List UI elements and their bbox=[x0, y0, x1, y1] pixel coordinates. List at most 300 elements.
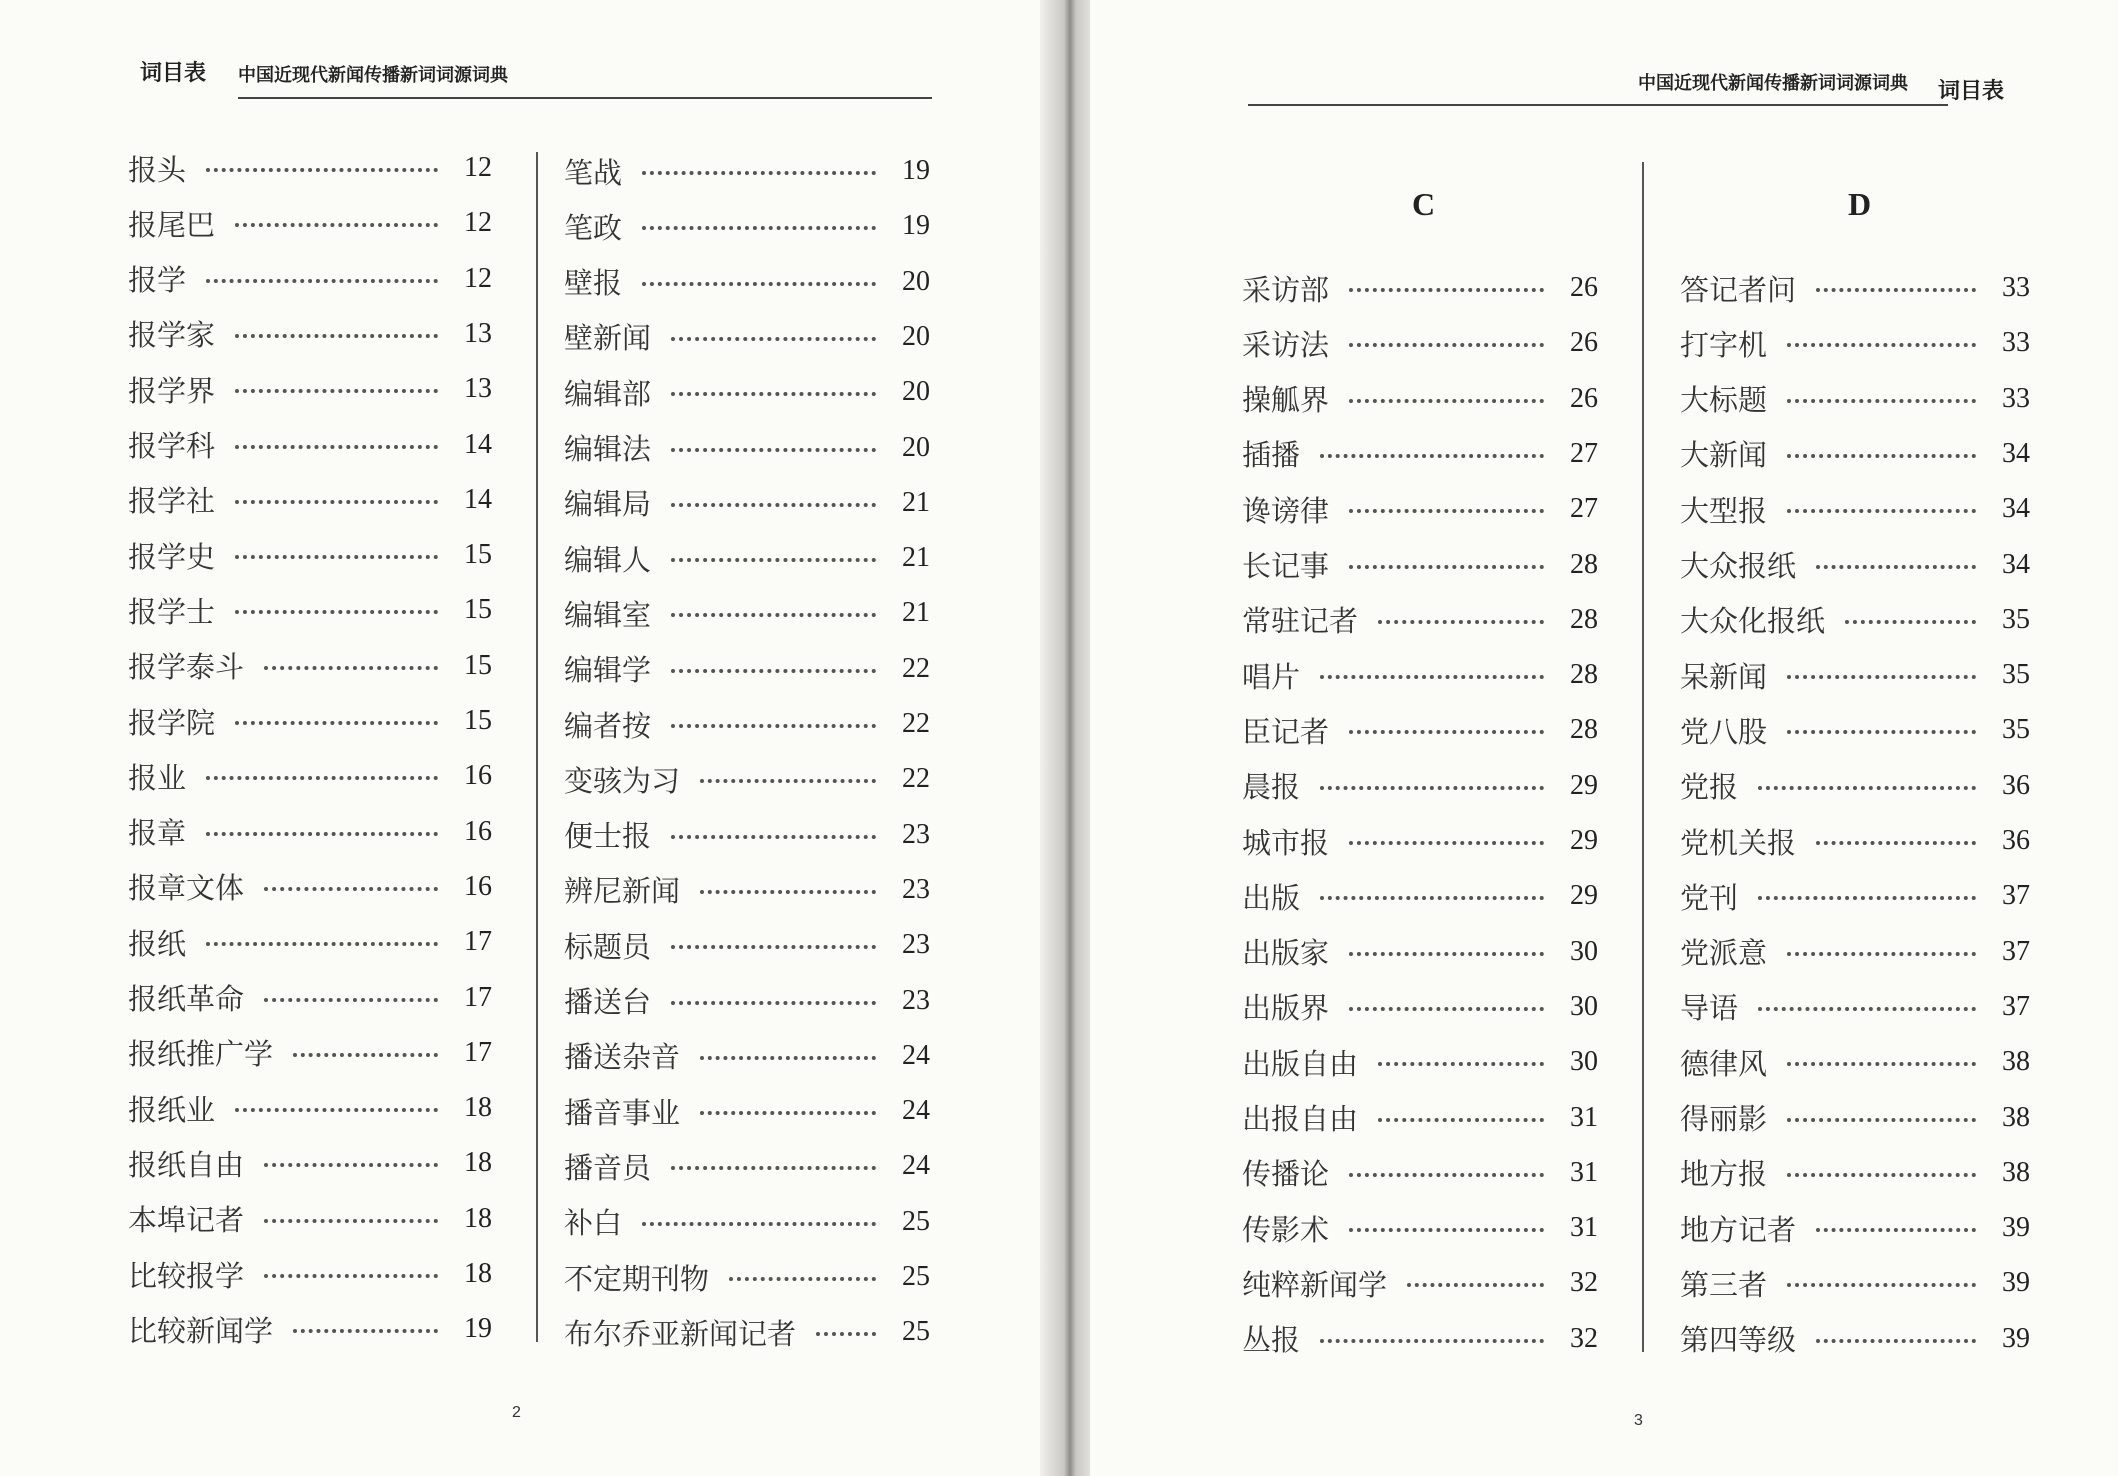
dot-leader bbox=[1320, 675, 1544, 679]
book-title: 中国近现代新闻传播新词词源词典 bbox=[1638, 73, 1908, 94]
entry-term: 报学史 bbox=[128, 539, 216, 574]
list-item bbox=[1242, 655, 1598, 695]
dot-leader bbox=[700, 1056, 876, 1060]
dot-leader bbox=[1349, 841, 1544, 845]
dot-leader bbox=[293, 1053, 438, 1057]
list-item bbox=[128, 590, 492, 630]
entry-term: 党派意 bbox=[1680, 936, 1768, 971]
dot-leader bbox=[671, 613, 876, 617]
entry-term: 出版家 bbox=[1242, 936, 1330, 971]
entry-page-number: 26 bbox=[1570, 382, 1598, 414]
entry-term: 壁新闻 bbox=[564, 321, 652, 356]
dot-leader bbox=[1787, 399, 1976, 403]
entry-page-number: 33 bbox=[2002, 382, 2030, 414]
entry-page-number: 30 bbox=[1570, 935, 1598, 967]
dot-leader bbox=[671, 503, 876, 507]
entry-page-number: 37 bbox=[2002, 880, 2030, 912]
entry-page-number: 24 bbox=[902, 1039, 930, 1071]
dot-leader bbox=[729, 1277, 876, 1281]
entry-page-number: 37 bbox=[2002, 990, 2030, 1022]
dot-leader bbox=[206, 776, 438, 780]
dot-leader bbox=[642, 226, 876, 230]
list-item bbox=[1242, 1263, 1598, 1303]
list-item bbox=[1242, 710, 1598, 750]
list-item bbox=[1242, 821, 1598, 861]
entry-page-number: 38 bbox=[2002, 1101, 2030, 1133]
entry-page-number: 15 bbox=[464, 705, 492, 736]
entry-page-number: 25 bbox=[902, 1261, 930, 1292]
entry-page-number: 16 bbox=[464, 760, 492, 792]
entry-page-number: 17 bbox=[464, 1036, 492, 1068]
entry-page-number: 14 bbox=[464, 428, 492, 460]
entry-page-number: 13 bbox=[464, 317, 492, 349]
section-label: 词目表 bbox=[1938, 78, 2005, 104]
entry-term: 壁报 bbox=[564, 266, 623, 301]
dot-leader bbox=[264, 1163, 438, 1167]
entry-page-number: 34 bbox=[2002, 437, 2030, 469]
entry-term: 呆新闻 bbox=[1680, 659, 1768, 694]
list-item bbox=[1242, 932, 1598, 972]
list-item bbox=[128, 867, 492, 907]
list-item bbox=[1242, 876, 1598, 916]
list-item bbox=[1680, 545, 2030, 585]
entry-term: 谗谤律 bbox=[1242, 493, 1330, 528]
entry-term: 报头 bbox=[128, 152, 187, 187]
entry-page-number: 15 bbox=[464, 649, 492, 681]
entry-page-number: 35 bbox=[2002, 714, 2030, 746]
entry-term: 播送杂音 bbox=[564, 1040, 681, 1075]
entry-page-number: 34 bbox=[2002, 493, 2030, 525]
dot-leader bbox=[1816, 1228, 1976, 1232]
dot-leader bbox=[264, 1274, 438, 1278]
entry-term: 党机关报 bbox=[1680, 825, 1797, 860]
list-item bbox=[1242, 489, 1598, 529]
list-item bbox=[128, 1309, 492, 1349]
entry-term: 常驻记者 bbox=[1242, 604, 1359, 639]
entry-page-number: 39 bbox=[2002, 1322, 2030, 1354]
entry-page-number: 12 bbox=[464, 152, 492, 183]
dot-leader bbox=[1349, 565, 1544, 569]
book-title: 中国近现代新闻传播新词词源词典 bbox=[238, 65, 509, 86]
entry-page-number: 20 bbox=[902, 265, 930, 297]
entry-term: 播送台 bbox=[564, 985, 652, 1019]
header-rule bbox=[238, 97, 932, 99]
entry-page-number: 34 bbox=[2002, 548, 2030, 580]
dot-leader bbox=[235, 223, 438, 227]
entry-term: 补白 bbox=[564, 1206, 623, 1241]
list-item bbox=[564, 317, 930, 357]
dot-leader bbox=[1845, 620, 1976, 624]
entry-page-number: 38 bbox=[2002, 1156, 2030, 1188]
entry-term: 报纸业 bbox=[128, 1092, 216, 1127]
entry-page-number: 35 bbox=[2002, 659, 2030, 691]
entry-term: 大新闻 bbox=[1680, 438, 1768, 473]
list-item bbox=[1680, 876, 2030, 916]
list-item bbox=[128, 922, 492, 962]
dot-leader bbox=[1349, 399, 1544, 403]
entry-page-number: 13 bbox=[464, 373, 492, 405]
list-item bbox=[1680, 766, 2030, 806]
entry-page-number: 28 bbox=[1570, 714, 1598, 746]
list-item bbox=[128, 535, 492, 575]
list-item bbox=[1242, 1319, 1598, 1359]
dot-leader bbox=[671, 392, 876, 396]
list-item bbox=[1680, 821, 2030, 861]
dot-leader bbox=[671, 1166, 876, 1170]
entry-term: 城市报 bbox=[1242, 825, 1330, 860]
dot-leader bbox=[642, 171, 876, 175]
entry-page-number: 31 bbox=[1570, 1101, 1598, 1133]
list-item bbox=[1680, 710, 2030, 750]
header-rule bbox=[1248, 104, 1948, 106]
section-label: 词目表 bbox=[140, 60, 207, 86]
dot-leader bbox=[671, 835, 876, 839]
entry-term: 报学 bbox=[128, 263, 187, 298]
dot-leader bbox=[1787, 730, 1976, 734]
entry-page-number: 19 bbox=[902, 155, 930, 186]
entry-page-number: 26 bbox=[1570, 327, 1598, 359]
list-item bbox=[564, 981, 930, 1021]
entry-term: 编辑学 bbox=[564, 653, 652, 688]
dot-leader bbox=[235, 389, 438, 393]
list-item bbox=[128, 701, 492, 741]
entry-page-number: 14 bbox=[464, 483, 492, 515]
entry-page-number: 25 bbox=[902, 1205, 930, 1237]
entry-page-number: 29 bbox=[1570, 769, 1598, 801]
entry-term: 出版自由 bbox=[1242, 1046, 1359, 1081]
list-item bbox=[564, 372, 930, 412]
list-item bbox=[128, 425, 492, 465]
dot-leader bbox=[264, 998, 438, 1002]
list-item bbox=[564, 1146, 930, 1186]
list-item bbox=[564, 1312, 930, 1352]
entry-page-number: 31 bbox=[1570, 1156, 1598, 1188]
list-item bbox=[564, 1091, 930, 1131]
list-item bbox=[128, 978, 492, 1018]
dot-leader bbox=[671, 1001, 876, 1005]
entry-term: 播音员 bbox=[564, 1150, 652, 1185]
entry-page-number: 24 bbox=[902, 1150, 930, 1182]
entry-term: 插播 bbox=[1242, 438, 1301, 473]
list-item bbox=[564, 483, 930, 523]
entry-term: 报章文体 bbox=[128, 871, 245, 906]
list-item bbox=[128, 148, 492, 188]
entry-term: 编辑局 bbox=[564, 487, 652, 522]
entry-term: 变骇为习 bbox=[564, 763, 681, 798]
dot-leader bbox=[700, 779, 876, 783]
entry-term: 大型报 bbox=[1680, 493, 1768, 528]
dot-leader bbox=[264, 1219, 438, 1223]
entry-term: 丛报 bbox=[1242, 1323, 1301, 1358]
entry-term: 报纸自由 bbox=[128, 1147, 245, 1182]
entry-term: 便士报 bbox=[564, 819, 652, 854]
entry-page-number: 16 bbox=[464, 870, 492, 902]
entry-page-number: 21 bbox=[902, 486, 930, 518]
column-divider bbox=[1642, 162, 1644, 1352]
list-item bbox=[564, 262, 930, 302]
entry-term: 答记者问 bbox=[1680, 272, 1797, 307]
list-item bbox=[128, 314, 492, 354]
dot-leader bbox=[1787, 1118, 1976, 1122]
entry-page-number: 17 bbox=[464, 926, 492, 958]
entry-term: 不定期刊物 bbox=[564, 1261, 710, 1296]
entry-page-number: 29 bbox=[1570, 825, 1598, 856]
list-item bbox=[564, 925, 930, 965]
entry-term: 报学科 bbox=[128, 429, 216, 463]
dot-leader bbox=[1787, 509, 1976, 513]
running-head-right bbox=[1638, 64, 2005, 104]
dot-leader bbox=[1378, 1062, 1544, 1066]
list-item bbox=[1242, 379, 1598, 419]
entry-page-number: 18 bbox=[464, 1258, 492, 1289]
dot-leader bbox=[235, 555, 438, 559]
list-item bbox=[1242, 1042, 1598, 1082]
dot-leader bbox=[1787, 1062, 1976, 1066]
list-item bbox=[1680, 268, 2030, 308]
list-item bbox=[1242, 268, 1598, 308]
list-item bbox=[1680, 987, 2030, 1027]
entry-term: 编辑室 bbox=[564, 597, 652, 632]
entry-term: 标题员 bbox=[564, 929, 652, 964]
entry-page-number: 12 bbox=[464, 262, 492, 294]
dot-leader bbox=[1349, 288, 1544, 292]
list-item bbox=[564, 151, 930, 191]
entry-term: 党八股 bbox=[1680, 714, 1768, 749]
dot-leader bbox=[1758, 1007, 1976, 1011]
entry-page-number: 23 bbox=[902, 984, 930, 1016]
dot-leader bbox=[1378, 1118, 1544, 1122]
dot-leader bbox=[1349, 343, 1544, 347]
dot-leader bbox=[1407, 1283, 1544, 1287]
entry-page-number: 33 bbox=[2002, 327, 2030, 359]
page-number: 2 bbox=[512, 1404, 521, 1421]
dot-leader bbox=[1787, 1173, 1976, 1177]
dot-leader bbox=[1787, 952, 1976, 956]
list-item bbox=[1680, 1208, 2030, 1248]
entry-term: 笔政 bbox=[564, 210, 623, 245]
dot-leader bbox=[1320, 1339, 1544, 1343]
letter-heading-c: C bbox=[1412, 186, 1436, 222]
entry-page-number: 23 bbox=[902, 873, 930, 905]
entry-term: 出版 bbox=[1242, 880, 1301, 915]
dot-leader bbox=[1787, 675, 1976, 679]
entry-term: 布尔乔亚新闻记者 bbox=[564, 1316, 797, 1351]
dot-leader bbox=[700, 1111, 876, 1115]
entry-term: 辨尼新闻 bbox=[564, 874, 681, 909]
dot-leader bbox=[1349, 1173, 1544, 1177]
dot-leader bbox=[235, 445, 438, 449]
list-item bbox=[128, 1088, 492, 1128]
entry-term: 出报自由 bbox=[1242, 1102, 1359, 1136]
list-item bbox=[128, 259, 492, 299]
list-item bbox=[1680, 1153, 2030, 1193]
list-item bbox=[128, 812, 492, 852]
entry-term: 报纸推广学 bbox=[128, 1037, 274, 1072]
dot-leader bbox=[1816, 565, 1976, 569]
page-number: 3 bbox=[1634, 1412, 1643, 1429]
entry-page-number: 26 bbox=[1570, 272, 1598, 303]
dot-leader bbox=[206, 168, 438, 172]
dot-leader bbox=[1349, 509, 1544, 513]
list-item bbox=[564, 593, 930, 633]
entry-page-number: 15 bbox=[464, 594, 492, 626]
list-item bbox=[1680, 1263, 2030, 1303]
list-item bbox=[564, 428, 930, 468]
entry-term: 德律风 bbox=[1680, 1046, 1768, 1081]
entry-term: 报业 bbox=[128, 760, 187, 795]
dot-leader bbox=[206, 832, 438, 836]
list-item bbox=[564, 1257, 930, 1297]
entry-page-number: 22 bbox=[902, 708, 930, 739]
entry-term: 出版界 bbox=[1242, 991, 1330, 1026]
entry-page-number: 16 bbox=[464, 815, 492, 847]
entry-term: 第四等级 bbox=[1680, 1323, 1797, 1358]
list-item bbox=[128, 646, 492, 686]
list-item bbox=[1680, 1042, 2030, 1082]
dot-leader bbox=[671, 558, 876, 562]
list-item bbox=[1680, 434, 2030, 474]
list-item bbox=[1242, 600, 1598, 640]
entry-term: 传播论 bbox=[1242, 1157, 1330, 1192]
entry-page-number: 17 bbox=[464, 981, 492, 1013]
entry-term: 党报 bbox=[1680, 770, 1739, 805]
list-item bbox=[1242, 987, 1598, 1027]
dot-leader bbox=[1320, 896, 1544, 900]
entry-term: 第三者 bbox=[1680, 1267, 1768, 1302]
entry-page-number: 35 bbox=[2002, 603, 2030, 635]
list-item bbox=[564, 870, 930, 910]
entry-page-number: 30 bbox=[1570, 1046, 1598, 1078]
entry-page-number: 20 bbox=[902, 431, 930, 463]
entry-term: 地方报 bbox=[1680, 1157, 1768, 1192]
list-item bbox=[1242, 1208, 1598, 1248]
entry-page-number: 19 bbox=[464, 1313, 492, 1345]
entry-term: 报纸 bbox=[128, 926, 187, 961]
list-item bbox=[1680, 323, 2030, 363]
entry-page-number: 33 bbox=[2002, 272, 2030, 303]
dot-leader bbox=[1320, 786, 1544, 790]
entry-page-number: 28 bbox=[1570, 603, 1598, 635]
dot-leader bbox=[1349, 730, 1544, 734]
entry-page-number: 36 bbox=[2002, 825, 2030, 856]
dot-leader bbox=[1378, 620, 1544, 624]
entry-term: 操觚界 bbox=[1242, 383, 1330, 418]
dot-leader bbox=[1320, 454, 1544, 458]
entry-page-number: 32 bbox=[1570, 1322, 1598, 1354]
dot-leader bbox=[206, 279, 438, 283]
list-item bbox=[564, 206, 930, 246]
entry-page-number: 32 bbox=[1570, 1267, 1598, 1299]
list-item bbox=[564, 759, 930, 799]
left-page bbox=[0, 0, 1050, 1476]
entry-term: 唱片 bbox=[1242, 659, 1301, 694]
entry-term: 采访部 bbox=[1242, 272, 1330, 307]
dot-leader bbox=[235, 1108, 438, 1112]
entry-page-number: 28 bbox=[1570, 548, 1598, 580]
entry-term: 纯粹新闻学 bbox=[1242, 1267, 1388, 1302]
dot-leader bbox=[1758, 786, 1976, 790]
entry-term: 本埠记者 bbox=[128, 1203, 245, 1238]
dot-leader bbox=[235, 500, 438, 504]
list-item bbox=[564, 649, 930, 689]
dot-leader bbox=[671, 945, 876, 949]
dot-leader bbox=[1787, 343, 1976, 347]
list-item bbox=[564, 815, 930, 855]
entry-page-number: 29 bbox=[1570, 880, 1598, 912]
list-item bbox=[128, 1033, 492, 1073]
dot-leader bbox=[671, 669, 876, 673]
dot-leader bbox=[671, 724, 876, 728]
list-item bbox=[128, 203, 492, 243]
entry-term: 编者按 bbox=[564, 708, 652, 743]
list-item bbox=[564, 1036, 930, 1076]
entry-page-number: 25 bbox=[902, 1316, 930, 1348]
entry-page-number: 27 bbox=[1570, 437, 1598, 469]
entry-term: 编辑部 bbox=[564, 376, 652, 411]
list-item bbox=[1680, 1098, 2030, 1138]
entry-term: 比较报学 bbox=[128, 1258, 245, 1293]
entry-page-number: 31 bbox=[1570, 1212, 1598, 1244]
entry-page-number: 12 bbox=[464, 207, 492, 239]
dot-leader bbox=[235, 721, 438, 725]
entry-term: 播音事业 bbox=[564, 1095, 681, 1130]
list-item bbox=[128, 1254, 492, 1294]
dot-leader bbox=[1816, 288, 1976, 292]
entry-page-number: 18 bbox=[464, 1092, 492, 1124]
entry-page-number: 23 bbox=[902, 929, 930, 961]
dot-leader bbox=[1816, 1339, 1976, 1343]
list-item bbox=[128, 1199, 492, 1239]
entry-page-number: 15 bbox=[464, 539, 492, 571]
list-item bbox=[128, 480, 492, 520]
dot-leader bbox=[1787, 454, 1976, 458]
dot-leader bbox=[235, 334, 438, 338]
entry-term: 报章 bbox=[128, 816, 187, 851]
list-item bbox=[1680, 932, 2030, 972]
entry-page-number: 39 bbox=[2002, 1212, 2030, 1244]
entry-page-number: 23 bbox=[902, 818, 930, 850]
entry-term: 报学界 bbox=[128, 373, 216, 408]
entry-term: 报尾巴 bbox=[128, 207, 216, 242]
entry-term: 比较新闻学 bbox=[128, 1313, 274, 1348]
dot-leader bbox=[642, 1222, 876, 1226]
list-item bbox=[128, 1143, 492, 1183]
list-item bbox=[1680, 600, 2030, 640]
list-item bbox=[128, 369, 492, 409]
entry-page-number: 20 bbox=[902, 376, 930, 408]
entry-term: 臣记者 bbox=[1242, 714, 1330, 749]
dot-leader bbox=[642, 282, 876, 286]
letter-heading-d: D bbox=[1848, 186, 1872, 222]
entry-page-number: 27 bbox=[1570, 493, 1598, 525]
right-page bbox=[1090, 0, 2118, 1476]
entry-page-number: 37 bbox=[2002, 935, 2030, 967]
entry-page-number: 21 bbox=[902, 597, 930, 629]
entry-term: 报学泰斗 bbox=[128, 650, 245, 685]
dot-leader bbox=[235, 610, 438, 614]
entry-page-number: 39 bbox=[2002, 1267, 2030, 1299]
dot-leader bbox=[1816, 841, 1976, 845]
entry-page-number: 30 bbox=[1570, 990, 1598, 1022]
entry-term: 打字机 bbox=[1680, 327, 1768, 362]
dot-leader bbox=[671, 337, 876, 341]
entry-term: 晨报 bbox=[1242, 770, 1301, 805]
entry-term: 编辑法 bbox=[564, 432, 652, 466]
entry-page-number: 18 bbox=[464, 1147, 492, 1179]
entry-term: 编辑人 bbox=[564, 542, 652, 577]
list-item bbox=[564, 1202, 930, 1242]
entry-term: 采访法 bbox=[1242, 327, 1330, 362]
